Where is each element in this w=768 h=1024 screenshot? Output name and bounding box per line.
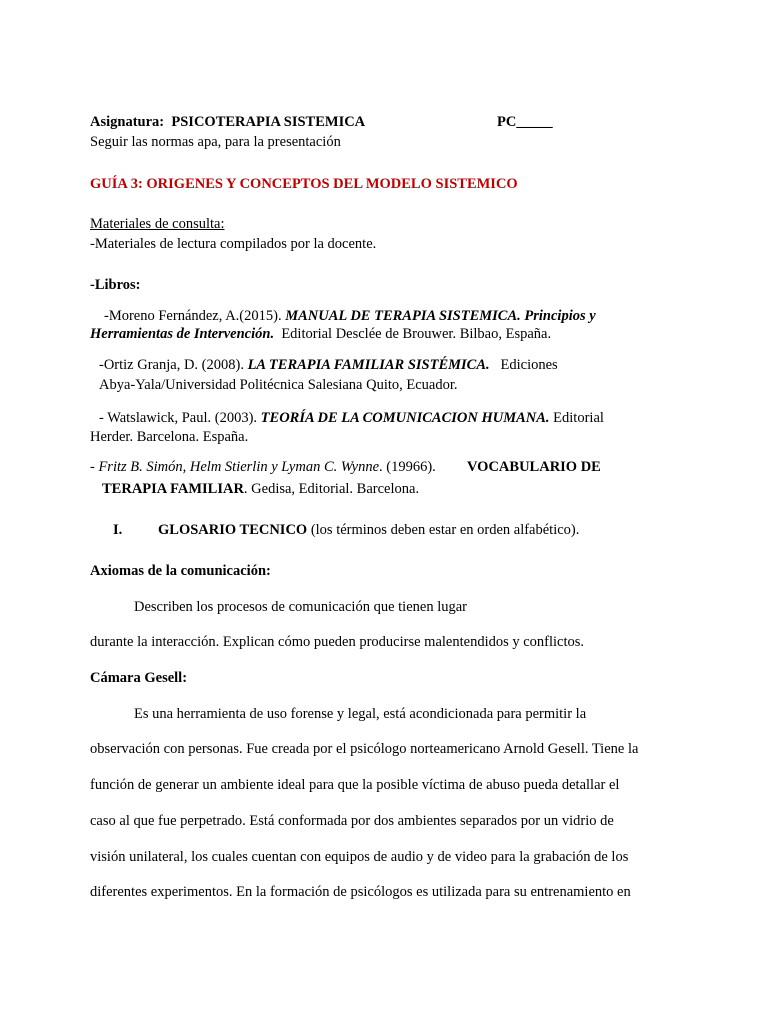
instruction-text: Seguir las normas apa, para la presentación [90, 134, 341, 150]
reference-2-line2: Abya-Yala/Universidad Politécnica Salesiana Quito, Ecuador. [99, 377, 458, 393]
reference-4-title: VOCABULARIO DE [467, 459, 601, 475]
term-heading-camara-gesell: Cámara Gesell: [90, 670, 188, 686]
term-axiomas-line1: Describen los procesos de comunicación que tienen lugar [134, 599, 467, 615]
subject-label: Asignatura: [90, 114, 165, 130]
subject-line [90, 114, 365, 131]
materials-item: -Materiales de lectura compilados por la docente. [90, 236, 377, 252]
term-axiomas-line2: durante la interacción. Explican cómo pueden producirse malentendidos y conflictos. [90, 634, 585, 650]
reference-3-line2: Herder. Barcelona. España. [90, 429, 249, 445]
pc-field: PC_____ [497, 114, 553, 130]
reference-4-line1: - Fritz B. Simón, Helm Stierlin y Lyman C. Wynne. (19966). [90, 459, 436, 475]
reference-1-line1: -Moreno Fernández, A.(2015). MANUAL DE TERAPIA SISTEMICA. Principios y [104, 308, 596, 324]
reference-4-line2: TERAPIA FAMILIAR. Gedisa, Editorial. Barcelona. [102, 481, 420, 497]
books-heading: -Libros: [90, 277, 141, 293]
term-heading-axiomas: Axiomas de la comunicación: [90, 563, 271, 579]
reference-3-line1: - Watslawick, Paul. (2003). TEORÍA DE LA COMUNICACION HUMANA. Editorial [99, 410, 604, 426]
term-gesell-line5: visión unilateral, los cuales cuentan con equipos de audio y de video para la grabación de los [90, 849, 629, 865]
section-numeral: I. [113, 522, 123, 538]
reference-2-line1: -Ortiz Granja, D. (2008). LA TERAPIA FAMILIAR SISTÉMICA. Ediciones [99, 357, 558, 373]
term-gesell-line4: caso al que fue perpetrado. Está conformada por dos ambientes separados por un vidrio de [90, 813, 614, 829]
term-gesell-line1: Es una herramienta de uso forense y legal, está acondicionada para permitir la [134, 706, 587, 722]
subject-value: PSICOTERAPIA SISTEMICA [171, 114, 366, 130]
term-gesell-line3: función de generar un ambiente ideal para que la posible víctima de abuso pueda detallar el [90, 777, 620, 793]
materials-heading: Materiales de consulta: [90, 216, 225, 232]
section-title-line: GLOSARIO TECNICO (los términos deben estar en orden alfabético). [158, 522, 580, 538]
reference-1-line2: Herramientas de Intervención. Editorial Desclée de Brouwer. Bilbao, España. [90, 326, 552, 342]
term-gesell-line2: observación con personas. Fue creada por el psicólogo norteamericano Arnold Gesell. Tiene la [90, 741, 639, 757]
term-gesell-line6: diferentes experimentos. En la formación de psicólogos es utilizada para su entrenamiento en [90, 884, 631, 900]
guide-title: GUÍA 3: ORIGENES Y CONCEPTOS DEL MODELO SISTEMICO [90, 176, 518, 192]
